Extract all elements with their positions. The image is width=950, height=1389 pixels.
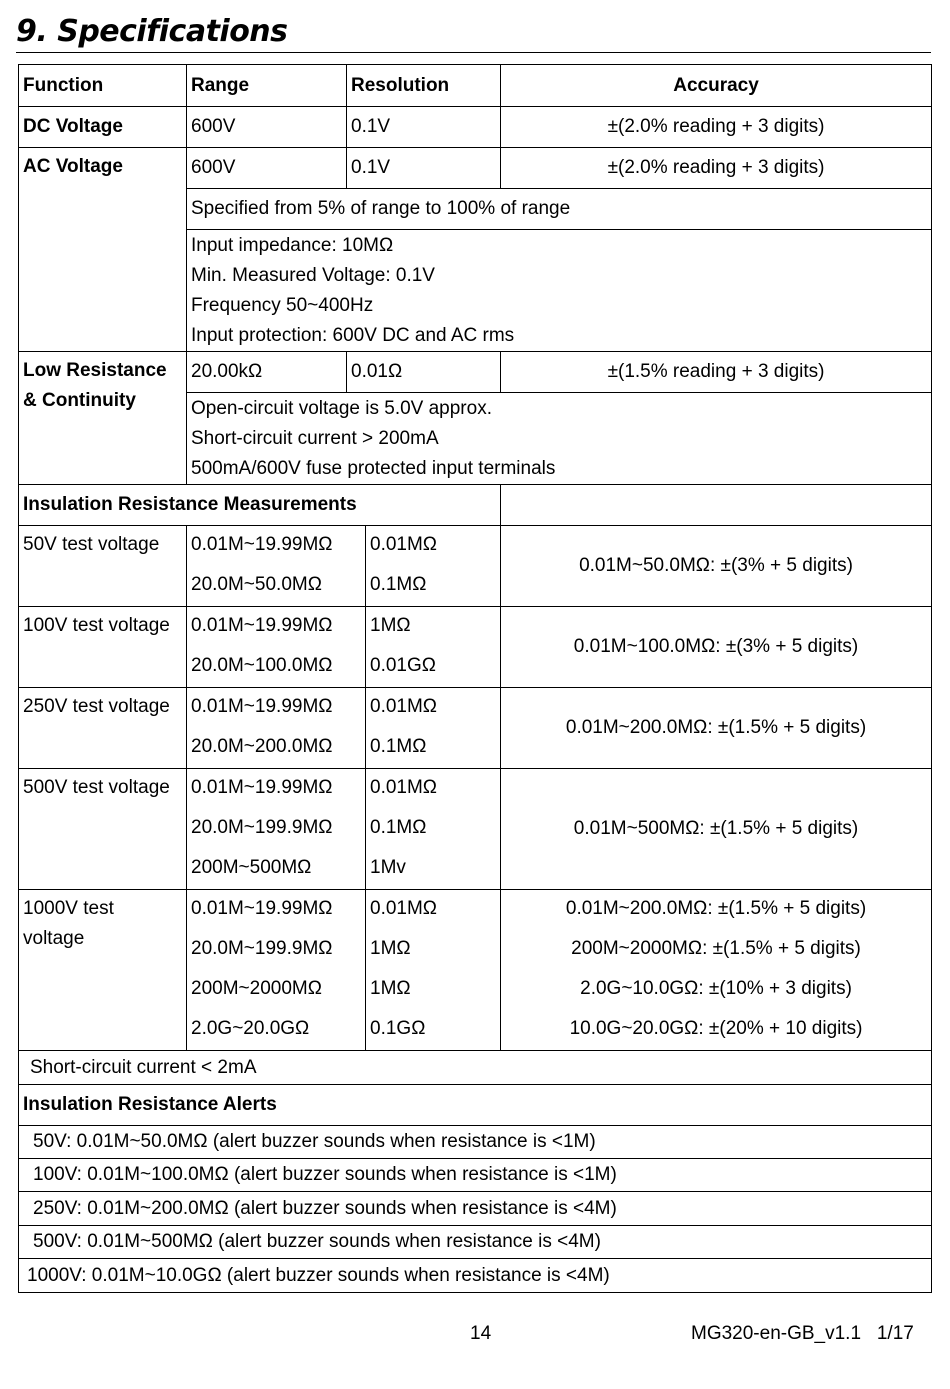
note-line: Input impedance: 10MΩ [191, 234, 394, 256]
function-cell [19, 352, 187, 485]
note-line: Min. Measured Voltage: 0.1V [191, 264, 435, 286]
note-line: Open-circuit voltage is 5.0V approx. [191, 397, 492, 419]
resolution-cell: 0.1V [347, 107, 501, 148]
resolution-cell [366, 607, 501, 688]
accuracy-line: 10.0G~20.0GΩ: ±(20% + 10 digits) [569, 1018, 863, 1039]
table-row-50v [19, 526, 932, 607]
resolution-line: 0.1MΩ [370, 736, 427, 757]
accuracy-cell: 0.01M~50.0MΩ: ±(3% + 5 digits) [501, 526, 932, 607]
range-cell: 600V [187, 148, 347, 189]
header-function: Function [19, 65, 187, 107]
section-heading: 9. Specifications [16, 14, 288, 49]
table-row-500v [19, 769, 932, 890]
table-row-alert [19, 1192, 932, 1226]
alert-cell: 250V: 0.01M~200.0MΩ (alert buzzer sounds when resistance is <4M) [19, 1192, 932, 1226]
accuracy-line: 200M~2000MΩ: ±(1.5% + 5 digits) [571, 938, 861, 959]
table-row-dc-voltage [19, 107, 932, 148]
function-cell [19, 890, 187, 1051]
resolution-line: 0.01MΩ [370, 777, 438, 798]
resolution-line: 0.1MΩ [370, 817, 427, 838]
range-cell [187, 526, 366, 607]
heading-rule [16, 52, 931, 53]
range-line: 0.01M~19.99MΩ [191, 615, 333, 636]
note-line: Input protection: 600V DC and AC rms [191, 324, 515, 346]
header-resolution: Resolution [347, 65, 501, 107]
function-label-line: & Continuity [23, 390, 136, 411]
note-cell [187, 230, 932, 352]
alert-cell: 1000V: 0.01M~10.0GΩ (alert buzzer sounds when resistance is <4M) [19, 1259, 932, 1293]
table-row-alerts-title [19, 1085, 932, 1126]
function-cell: 250V test voltage [19, 688, 187, 769]
function-cell: DC Voltage [19, 107, 187, 148]
accuracy-cell: ±(1.5% reading + 3 digits) [501, 352, 932, 393]
resolution-cell: 0.01Ω [347, 352, 501, 393]
specifications-table [18, 64, 932, 1293]
range-cell [187, 607, 366, 688]
resolution-line: 0.1GΩ [370, 1018, 426, 1039]
note-line: 500mA/600V fuse protected input terminals [191, 457, 556, 479]
resolution-line: 0.01MΩ [370, 898, 438, 919]
range-line: 20.0M~100.0MΩ [191, 655, 333, 676]
range-cell [187, 890, 366, 1051]
table-row-alert [19, 1259, 932, 1293]
resolution-line: 1Mv [370, 857, 406, 878]
table-row-alert [19, 1126, 932, 1159]
function-cell: AC Voltage [19, 148, 187, 352]
table-row-alert [19, 1226, 932, 1259]
table-row-1000v [19, 890, 932, 1051]
range-line: 20.0M~199.9MΩ [191, 817, 333, 838]
note-line: Short-circuit current > 200mA [191, 427, 439, 449]
table-row-short-circuit [19, 1051, 932, 1085]
table-row-insulation-title [19, 485, 932, 526]
resolution-line: 0.01MΩ [370, 534, 438, 555]
note-cell [187, 393, 932, 485]
accuracy-cell: ±(2.0% reading + 3 digits) [501, 148, 932, 189]
range-line: 2.0G~20.0GΩ [191, 1018, 310, 1039]
accuracy-cell: 0.01M~200.0MΩ: ±(1.5% + 5 digits) [501, 688, 932, 769]
section-title-cell: Insulation Resistance Alerts [19, 1085, 932, 1126]
note-cell: Short-circuit current < 2mA [19, 1051, 932, 1085]
resolution-line: 1MΩ [370, 978, 411, 999]
accuracy-line: 2.0G~10.0GΩ: ±(10% + 3 digits) [580, 978, 852, 999]
range-line: 200M~500MΩ [191, 857, 312, 878]
resolution-line: 0.01GΩ [370, 655, 436, 676]
resolution-cell [366, 890, 501, 1051]
header-range: Range [187, 65, 347, 107]
function-label-line: 1000V test [23, 898, 114, 919]
document-id: MG320-en-GB_v1.1 1/17 [691, 1323, 914, 1344]
resolution-line: 0.1MΩ [370, 574, 427, 595]
function-cell: 100V test voltage [19, 607, 187, 688]
table-row-low-resistance [19, 352, 932, 393]
resolution-cell [366, 769, 501, 890]
function-label-line: voltage [23, 928, 85, 949]
alert-cell: 50V: 0.01M~50.0MΩ (alert buzzer sounds when resistance is <1M) [19, 1126, 932, 1159]
range-line: 0.01M~19.99MΩ [191, 534, 333, 555]
table-header-row [19, 65, 932, 107]
section-title-cell: Insulation Resistance Measurements [19, 485, 501, 526]
range-cell: 600V [187, 107, 347, 148]
table-row-alert [19, 1159, 932, 1192]
accuracy-cell [501, 890, 932, 1051]
resolution-cell [366, 688, 501, 769]
function-label-line: Low Resistance [23, 360, 167, 381]
function-cell: 50V test voltage [19, 526, 187, 607]
range-line: 20.0M~199.9MΩ [191, 938, 333, 959]
table-row-250v [19, 688, 932, 769]
resolution-cell: 0.1V [347, 148, 501, 189]
accuracy-cell: ±(2.0% reading + 3 digits) [501, 107, 932, 148]
resolution-line: 1MΩ [370, 938, 411, 959]
range-line: 200M~2000MΩ [191, 978, 322, 999]
range-line: 0.01M~19.99MΩ [191, 777, 333, 798]
range-line: 20.0M~200.0MΩ [191, 736, 333, 757]
resolution-cell [366, 526, 501, 607]
note-line: Frequency 50~400Hz [191, 294, 374, 316]
empty-cell [501, 485, 932, 526]
range-cell: 20.00kΩ [187, 352, 347, 393]
range-cell [187, 769, 366, 890]
accuracy-cell: 0.01M~500MΩ: ±(1.5% + 5 digits) [501, 769, 932, 890]
page-number: 14 [470, 1323, 492, 1344]
range-line: 0.01M~19.99MΩ [191, 696, 333, 717]
alert-cell: 100V: 0.01M~100.0MΩ (alert buzzer sounds when resistance is <1M) [19, 1159, 932, 1192]
accuracy-line: 0.01M~200.0MΩ: ±(1.5% + 5 digits) [565, 898, 867, 919]
header-accuracy: Accuracy [501, 65, 932, 107]
note-cell: Specified from 5% of range to 100% of range [187, 189, 932, 230]
accuracy-cell: 0.01M~100.0MΩ: ±(3% + 5 digits) [501, 607, 932, 688]
range-line: 0.01M~19.99MΩ [191, 898, 333, 919]
table-row-100v [19, 607, 932, 688]
table-row-ac-voltage [19, 148, 932, 189]
resolution-line: 0.01MΩ [370, 696, 438, 717]
resolution-line: 1MΩ [370, 615, 411, 636]
range-cell [187, 688, 366, 769]
alert-cell: 500V: 0.01M~500MΩ (alert buzzer sounds when resistance is <4M) [19, 1226, 932, 1259]
range-line: 20.0M~50.0MΩ [191, 574, 322, 595]
function-cell: 500V test voltage [19, 769, 187, 890]
